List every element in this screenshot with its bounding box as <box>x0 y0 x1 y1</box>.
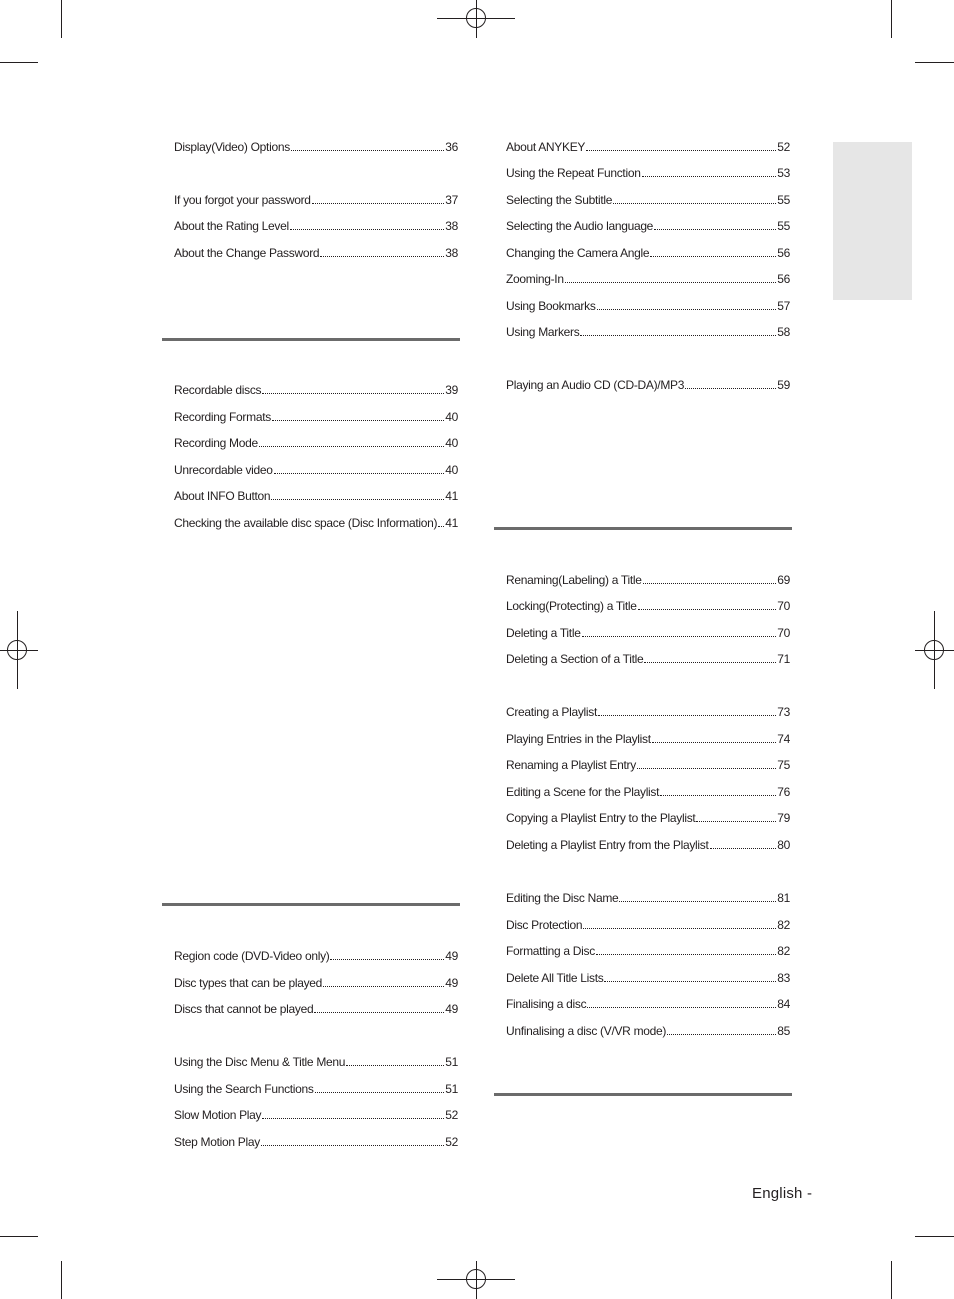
toc-entry-page: 76 <box>777 785 790 799</box>
toc-entry-title: Checking the available disc space (Disc Information) <box>174 516 438 530</box>
toc-entry-title: Using Markers <box>506 325 580 339</box>
toc-entry[interactable] <box>506 758 790 774</box>
toc-entry-page: 56 <box>777 272 790 286</box>
dot-leader <box>604 980 776 982</box>
toc-entry[interactable] <box>506 811 790 827</box>
toc-entry[interactable] <box>506 272 790 288</box>
toc-entry-page: 83 <box>777 971 790 985</box>
toc-entry-title: Recordable discs <box>174 383 262 397</box>
toc-entry-title: Changing the Camera Angle <box>506 246 650 260</box>
dot-leader <box>330 958 444 960</box>
toc-entry-page: 81 <box>777 891 790 905</box>
toc-entry-title: Playing Entries in the Playlist <box>506 732 651 746</box>
toc-entry-title: Zooming-In <box>506 272 564 286</box>
toc-entry[interactable] <box>506 838 790 854</box>
toc-entry-title: Disc types that can be played <box>174 976 323 990</box>
toc-entry-title: Step Motion Play <box>174 1135 260 1149</box>
toc-entry-page: 74 <box>777 732 790 746</box>
toc-entry[interactable] <box>174 1135 458 1151</box>
dot-leader <box>262 392 444 394</box>
dot-leader <box>582 635 777 637</box>
toc-entry-title: Using Bookmarks <box>506 299 596 313</box>
toc-entry-page: 69 <box>777 573 790 587</box>
toc-entry[interactable] <box>506 891 790 907</box>
toc-entry-title: About ANYKEY <box>506 140 586 154</box>
toc-entry-title: Region code (DVD-Video only) <box>174 949 330 963</box>
dot-leader <box>596 953 776 955</box>
toc-entry-page: 55 <box>777 193 790 207</box>
dot-leader <box>637 767 776 769</box>
toc-entry-page: 37 <box>445 193 458 207</box>
toc-entry-page: 85 <box>777 1024 790 1038</box>
dot-leader <box>598 714 776 716</box>
toc-entry-title: Unfinalising a disc (V/VR mode) <box>506 1024 667 1038</box>
toc-entry-page: 71 <box>777 652 790 666</box>
registration-circle <box>924 640 944 660</box>
toc-entry-page: 38 <box>445 219 458 233</box>
toc-entry-page: 53 <box>777 166 790 180</box>
toc-entry-page: 55 <box>777 219 790 233</box>
toc-right-column <box>506 0 790 1299</box>
toc-entry-page: 79 <box>777 811 790 825</box>
registration-circle <box>7 640 27 660</box>
dot-leader <box>685 387 776 389</box>
toc-entry-page: 80 <box>777 838 790 852</box>
toc-entry-title: Selecting the Audio language <box>506 219 654 233</box>
toc-entry-page: 36 <box>445 140 458 154</box>
toc-entry[interactable] <box>506 140 790 156</box>
toc-entry[interactable] <box>174 976 458 992</box>
toc-entry[interactable] <box>506 246 790 262</box>
dot-leader <box>586 149 776 151</box>
toc-entry[interactable] <box>506 219 790 235</box>
toc-entry[interactable] <box>506 193 790 209</box>
toc-entry[interactable] <box>174 436 458 452</box>
toc-entry[interactable] <box>174 1082 458 1098</box>
crop-mark <box>915 62 954 63</box>
dot-leader <box>650 255 776 257</box>
dot-leader <box>619 900 776 902</box>
dot-leader <box>271 498 444 500</box>
toc-entry[interactable] <box>506 918 790 934</box>
toc-entry-title: About INFO Button <box>174 489 271 503</box>
toc-entry-page: 58 <box>777 325 790 339</box>
toc-entry-page: 38 <box>445 246 458 260</box>
toc-entry[interactable] <box>174 949 458 965</box>
toc-entry-title: Creating a Playlist <box>506 705 598 719</box>
dot-leader <box>565 281 777 283</box>
toc-entry[interactable] <box>174 383 458 399</box>
toc-entry-page: 82 <box>777 918 790 932</box>
dot-leader <box>580 334 776 336</box>
toc-entry[interactable] <box>506 378 790 394</box>
toc-entry-page: 51 <box>445 1055 458 1069</box>
dot-leader <box>274 472 445 474</box>
dot-leader <box>323 985 444 987</box>
dot-leader <box>643 582 777 584</box>
toc-entry[interactable] <box>174 516 458 532</box>
toc-entry-title: Playing an Audio CD (CD-DA)/MP3 <box>506 378 685 392</box>
dot-leader <box>654 228 776 230</box>
dot-leader <box>660 794 776 796</box>
toc-entry-page: 84 <box>777 997 790 1011</box>
toc-entry-title: Renaming a Playlist Entry <box>506 758 636 772</box>
toc-entry-page: 59 <box>777 378 790 392</box>
toc-entry-title: About the Rating Level <box>174 219 289 233</box>
toc-entry[interactable] <box>506 299 790 315</box>
crop-mark <box>61 0 62 38</box>
dot-leader <box>272 419 444 421</box>
dot-leader <box>261 1144 444 1146</box>
dot-leader <box>314 1011 444 1013</box>
toc-entry[interactable] <box>506 573 790 589</box>
toc-entry-title: Using the Search Functions <box>174 1082 314 1096</box>
page-footer-language: English - <box>752 1185 813 1202</box>
toc-entry-title: Editing the Disc Name <box>506 891 619 905</box>
toc-entry-page: 49 <box>445 949 458 963</box>
toc-entry-title: Recording Formats <box>174 410 271 424</box>
toc-entry[interactable] <box>174 1055 458 1071</box>
toc-entry-title: Renaming(Labeling) a Title <box>506 573 642 587</box>
crop-mark <box>61 1261 62 1299</box>
toc-left-column <box>174 0 458 1299</box>
crop-mark <box>915 1236 954 1237</box>
toc-entry[interactable] <box>506 732 790 748</box>
toc-entry-page: 51 <box>445 1082 458 1096</box>
toc-entry[interactable] <box>174 1108 458 1124</box>
toc-entry-page: 49 <box>445 976 458 990</box>
toc-entry-page: 75 <box>777 758 790 772</box>
toc-entry-title: Selecting the Subtitle <box>506 193 613 207</box>
toc-entry[interactable] <box>506 971 790 987</box>
toc-entry[interactable] <box>506 599 790 615</box>
toc-entry-title: Discs that cannot be played <box>174 1002 314 1016</box>
registration-circle <box>466 8 486 28</box>
toc-entry[interactable] <box>174 219 458 235</box>
dot-leader <box>320 255 444 257</box>
toc-entry-title: Deleting a Section of a Title <box>506 652 644 666</box>
toc-entry-title: Formatting a Disc <box>506 944 595 958</box>
toc-entry[interactable] <box>506 325 790 341</box>
toc-entry-title: Copying a Playlist Entry to the Playlist <box>506 811 696 825</box>
crop-mark <box>0 1236 38 1237</box>
toc-entry-page: 57 <box>777 299 790 313</box>
toc-entry[interactable] <box>174 1002 458 1018</box>
toc-entry[interactable] <box>506 997 790 1013</box>
dot-leader <box>667 1033 776 1035</box>
toc-entry[interactable] <box>506 166 790 182</box>
dot-leader <box>710 847 777 849</box>
toc-entry[interactable] <box>174 193 458 209</box>
toc-entry[interactable] <box>506 652 790 668</box>
dot-leader <box>262 1117 444 1119</box>
toc-entry-title: About the Change Password <box>174 246 320 260</box>
crop-mark <box>891 1261 892 1299</box>
dot-leader <box>312 202 445 204</box>
toc-entry[interactable] <box>506 944 790 960</box>
dot-leader <box>587 1006 776 1008</box>
toc-entry[interactable] <box>174 463 458 479</box>
toc-entry-title: Editing a Scene for the Playlist <box>506 785 660 799</box>
toc-entry-page: 41 <box>445 489 458 503</box>
toc-entry-page: 49 <box>445 1002 458 1016</box>
dot-leader <box>642 175 777 177</box>
toc-entry[interactable] <box>506 1024 790 1040</box>
toc-entry-page: 40 <box>445 436 458 450</box>
toc-entry-page: 52 <box>445 1108 458 1122</box>
toc-entry-page: 70 <box>777 599 790 613</box>
toc-entry-title: If you forgot your password <box>174 193 311 207</box>
toc-entry-page: 41 <box>445 516 458 530</box>
dot-leader <box>644 661 776 663</box>
toc-entry-page: 40 <box>445 463 458 477</box>
toc-entry[interactable] <box>506 785 790 801</box>
toc-entry[interactable] <box>506 626 790 642</box>
toc-entry-title: Disc Protection <box>506 918 583 932</box>
dot-leader <box>652 741 776 743</box>
dot-leader <box>597 308 777 310</box>
chapter-tab <box>833 142 912 300</box>
toc-entry-title: Delete All Title Lists <box>506 971 604 985</box>
dot-leader <box>583 927 776 929</box>
toc-entry-page: 82 <box>777 944 790 958</box>
toc-entry-title: Deleting a Title <box>506 626 581 640</box>
dot-leader <box>346 1064 444 1066</box>
dot-leader <box>638 608 777 610</box>
toc-entry-title: Slow Motion Play <box>174 1108 262 1122</box>
toc-entry-title: Deleting a Playlist Entry from the Playlist <box>506 838 709 852</box>
crop-mark <box>0 62 38 63</box>
dot-leader <box>290 228 444 230</box>
dot-leader <box>291 149 444 151</box>
toc-entry-page: 52 <box>445 1135 458 1149</box>
toc-entry-page: 73 <box>777 705 790 719</box>
toc-entry-title: Using the Repeat Function <box>506 166 641 180</box>
registration-circle <box>466 1269 486 1289</box>
dot-leader <box>696 820 776 822</box>
dot-leader <box>613 202 776 204</box>
toc-entry-title: Using the Disc Menu & Title Menu <box>174 1055 346 1069</box>
toc-entry[interactable] <box>174 246 458 262</box>
toc-entry-title: Finalising a disc <box>506 997 587 1011</box>
toc-entry-page: 70 <box>777 626 790 640</box>
toc-entry-title: Display(Video) Options <box>174 140 290 154</box>
toc-entry-title: Recording Mode <box>174 436 258 450</box>
toc-entry-page: 52 <box>777 140 790 154</box>
toc-entry-page: 40 <box>445 410 458 424</box>
dot-leader <box>438 525 444 527</box>
dot-leader <box>315 1091 445 1093</box>
crop-mark <box>891 0 892 38</box>
toc-entry-title: Unrecordable video <box>174 463 273 477</box>
toc-entry[interactable] <box>174 410 458 426</box>
toc-entry-page: 56 <box>777 246 790 260</box>
toc-entry-page: 39 <box>445 383 458 397</box>
toc-entry-title: Locking(Protecting) a Title <box>506 599 637 613</box>
dot-leader <box>259 445 444 447</box>
toc-entry[interactable] <box>174 140 458 156</box>
toc-entry[interactable] <box>506 705 790 721</box>
toc-entry[interactable] <box>174 489 458 505</box>
